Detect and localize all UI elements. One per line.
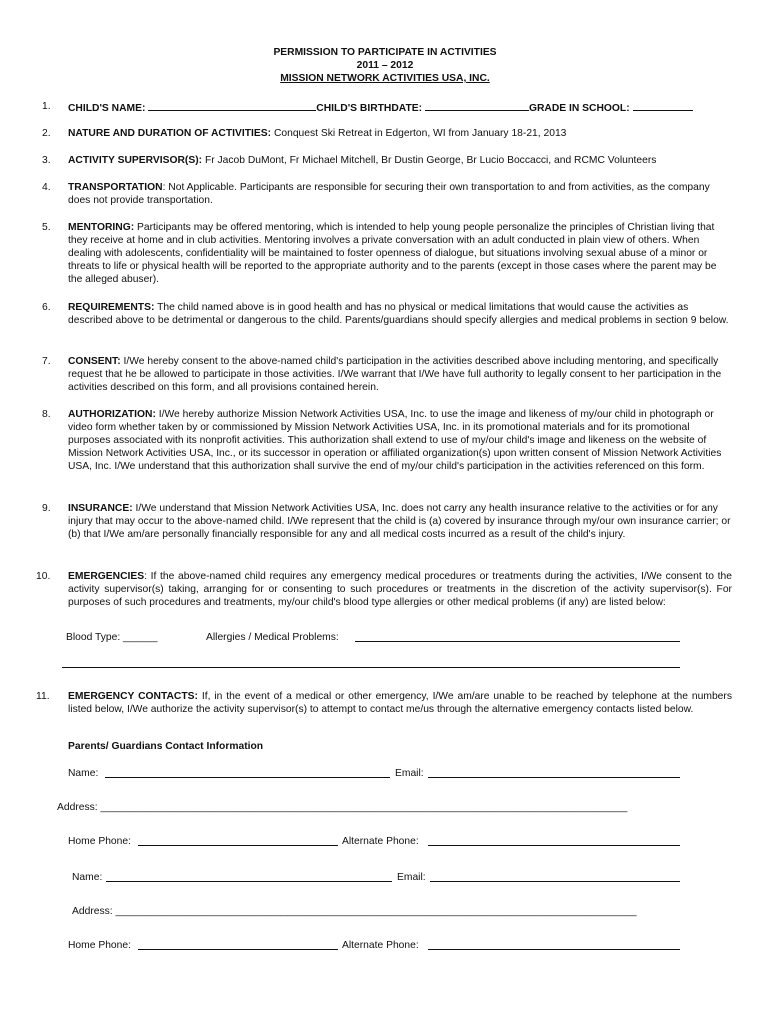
- item-number: 9.: [42, 503, 51, 514]
- item-text: : Not Applicable. Participants are responsible for securing their own transportation to and from activities, as the company does not provide transportation.: [68, 182, 710, 206]
- item-label: MENTORING:: [68, 222, 135, 233]
- item-3-supervisors: [42, 154, 732, 167]
- item-label: CONSENT:: [68, 356, 121, 367]
- allergies-field[interactable]: [355, 641, 680, 642]
- item-label: INSURANCE:: [68, 503, 133, 514]
- contact2-email-field[interactable]: [430, 881, 680, 882]
- contact1-alt-phone-field[interactable]: [428, 845, 680, 846]
- item-5-mentoring: [42, 221, 732, 286]
- grade-label: GRADE IN SCHOOL:: [528, 103, 630, 114]
- contact2-alt-phone-field[interactable]: [428, 949, 680, 950]
- item-text: I/We hereby authorize Mission Network Activities USA, Inc. to use the image and likeness of my/our child in photograph or video form whether taken by or commissioned by Mission Network Activities USA, Inc. in its promotional materials and for its promotional purposes associated with its nonprofit activities. This authorization shall extend to use of my/our child's image and likeness on the website of Mission Network Activities USA, Inc., or its successor in operation or affiliated organization(s) upon written consent of Mission Network Activities USA, Inc. I/We understand that this authorization shall survive the end of my/our child's participation in the activities referenced on this form.: [68, 409, 722, 472]
- item-number: 2.: [42, 128, 51, 139]
- allergies-label: Allergies / Medical Problems:: [206, 632, 339, 643]
- contact1-name-label: Name:: [68, 768, 99, 779]
- contact2-home-phone-label: Home Phone:: [68, 940, 131, 951]
- allergies-field-line-2[interactable]: [62, 667, 680, 668]
- blood-type-field[interactable]: Blood Type: ______: [66, 632, 158, 643]
- item-label: NATURE AND DURATION OF ACTIVITIES:: [68, 128, 272, 139]
- contact2-home-phone-field[interactable]: [138, 949, 338, 950]
- item-label: TRANSPORTATION: [68, 182, 163, 193]
- contact1-name-field[interactable]: [105, 777, 390, 778]
- child-name-field[interactable]: [148, 100, 316, 111]
- contact1-address-field[interactable]: Address: ____________________________________________________________________________________________: [57, 802, 628, 813]
- item-text: Participants may be offered mentoring, which is intended to help young people personalize the principles of Christian living that they receive at home and in club activities. Mentoring involves a private conversation with an adult conducted in plain view of others. When dealing with adolescents, confidentiality will be maintained to foster openness of dialogue, but situations involving sexual abuse of a minor or threats to life or physical health will be reported to the appropriate authority and to the parents (except in those cases where the parent may be the alleged abuser).: [68, 222, 717, 285]
- contact2-name-field[interactable]: [106, 881, 392, 882]
- item-text: Fr Jacob DuMont, Fr Michael Mitchell, Br Dustin George, Br Lucio Boccacci, and RCMC Volunteers: [202, 155, 657, 166]
- contact2-email-label: Email:: [397, 872, 426, 883]
- title-line-2: 2011 – 2012: [356, 60, 414, 71]
- item-label: REQUIREMENTS:: [68, 302, 155, 313]
- item-number: 7.: [42, 356, 51, 367]
- item-label: EMERGENCY CONTACTS:: [68, 691, 198, 702]
- item-9-insurance: [42, 502, 732, 541]
- contact2-address-field[interactable]: Address: ___________________________________________________________________________________________: [72, 906, 637, 917]
- item-number: 6.: [42, 302, 51, 313]
- contact2-alt-phone-label: Alternate Phone:: [342, 940, 419, 951]
- item-label: EMERGENCIES: [68, 571, 145, 582]
- child-birthdate-label: CHILD'S BIRTHDATE:: [316, 103, 423, 114]
- item-number: 3.: [42, 155, 51, 166]
- item-number: 10.: [36, 571, 51, 582]
- contact1-email-field[interactable]: [428, 777, 680, 778]
- contact1-email-label: Email:: [395, 768, 424, 779]
- item-text: I/We hereby consent to the above-named child's participation in the activities described above including mentoring, and specifically request that he be allowed to participate in those activities. I/We warrant that I/We have full authority to legally consent to her participation in the activities described on this form, and all provisions contained herein.: [68, 356, 722, 393]
- item-1-child-info: [42, 100, 732, 115]
- item-8-authorization: [42, 408, 732, 473]
- contacts-heading: Parents/ Guardians Contact Information: [68, 741, 264, 752]
- contact1-home-phone-field[interactable]: [138, 845, 338, 846]
- item-text: Conquest Ski Retreat in Edgerton, WI from January 18-21, 2013: [271, 128, 567, 139]
- item-label: ACTIVITY SUPERVISOR(S):: [68, 155, 203, 166]
- grade-field[interactable]: [633, 100, 693, 111]
- item-10-emergencies: [36, 570, 732, 609]
- item-text: The child named above is in good health and has no physical or medical limitations that would cause the activities as described above to be detrimental or dangerous to the child. Parents/guardians should specify allergies and medical problems in section 9 below.: [68, 302, 729, 326]
- item-6-requirements: [42, 301, 732, 327]
- item-number: 4.: [42, 182, 51, 193]
- item-label: AUTHORIZATION:: [68, 409, 156, 420]
- item-number: 5.: [42, 222, 51, 233]
- form-title: [0, 46, 770, 85]
- title-line-1: PERMISSION TO PARTICIPATE IN ACTIVITIES: [273, 47, 497, 58]
- item-number: 11.: [36, 691, 50, 702]
- title-line-3: MISSION NETWORK ACTIVITIES USA, INC.: [280, 73, 490, 84]
- item-text: I/We understand that Mission Network Activities USA, Inc. does not carry any health insurance relative to the activities or for any injury that may occur to the above-named child. I/We represent that the child is (a) covered by insurance through my/our own insurance carrier; or (b) that I/We am/are personally financially responsible for any and all medical costs incurred as a result of the child's injury.: [68, 503, 731, 540]
- item-number: 8.: [42, 409, 51, 420]
- child-birthdate-field[interactable]: [425, 100, 529, 111]
- contact2-name-label: Name:: [72, 872, 103, 883]
- item-7-consent: [42, 355, 732, 394]
- item-text: : If the above-named child requires any emergency medical procedures or treatments during the activities, I/We consent to the activity supervisor(s) taking, arranging for or consenting to such procedures or treatments in the discretion of the activity supervisor(s). For purposes of such procedures and treatments, my/our child's blood type allergies or other medical problems (if any) are listed below:: [68, 571, 732, 608]
- item-2-nature: [42, 127, 732, 140]
- item-number: 1.: [42, 101, 51, 112]
- child-name-label: CHILD'S NAME:: [68, 103, 146, 114]
- item-4-transportation: [42, 181, 732, 207]
- item-text: If, in the event of a medical or other emergency, I/We am/are unable to be reached by telephone at the numbers listed below, I/We authorize the activity supervisor(s) to attempt to contact me/us through the alternative emergency contacts listed below.: [68, 691, 732, 715]
- item-11-emergency-contacts: [36, 690, 732, 716]
- contact1-home-phone-label: Home Phone:: [68, 836, 131, 847]
- contact1-alt-phone-label: Alternate Phone:: [342, 836, 419, 847]
